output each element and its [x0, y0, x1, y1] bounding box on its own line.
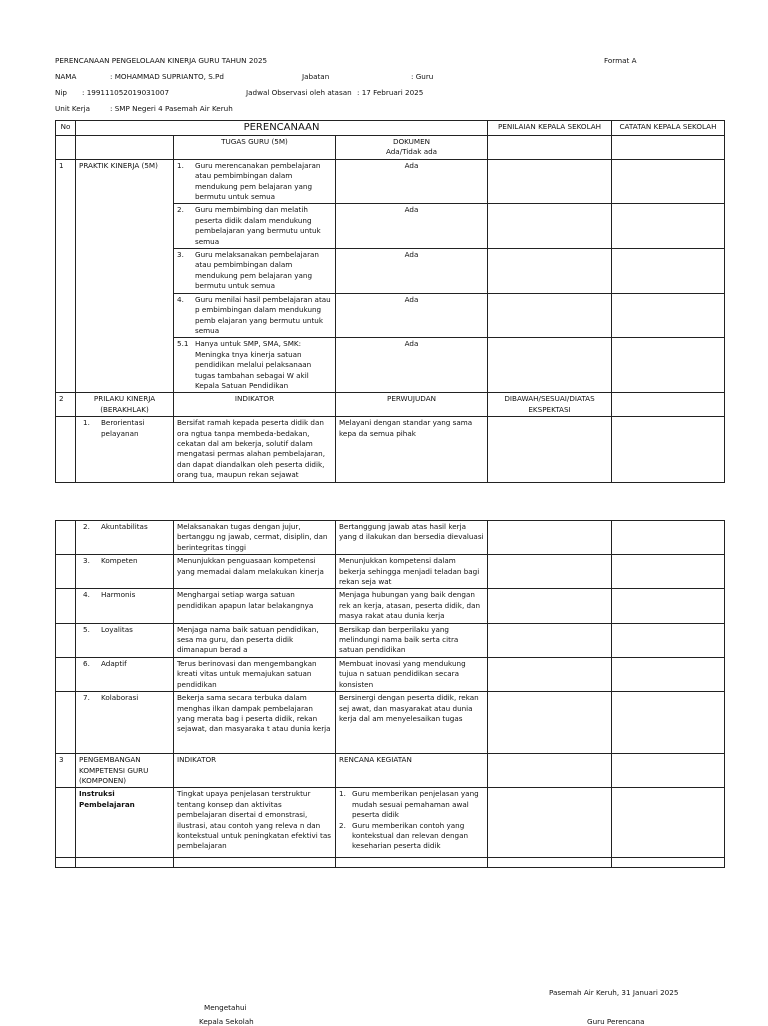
component-name: Instruksi Pembelajaran — [76, 788, 174, 858]
col-no-header: No — [56, 121, 76, 136]
dokumen-header: DOKUMEN Ada/Tidak ada — [336, 136, 488, 160]
jadwal-value: : 17 Februari 2025 — [357, 88, 424, 97]
section-number: 2 — [56, 393, 76, 417]
behavior-name: 3. Kompeten — [76, 555, 174, 589]
behavior-name: 4. Harmonis — [76, 589, 174, 623]
document-status: Ada — [336, 338, 488, 393]
task-item: 5.1 Hanya untuk SMP, SMA, SMK: Meningka tnya kinerja satuan pendidikan melalui pelaksanaan tugas tambahan sebagai W akil Kepala Satuan Pendidikan — [174, 338, 336, 393]
col-penilaian-header: PENILAIAN KEPALA SEKOLAH — [488, 121, 612, 136]
unit-value: : SMP Negeri 4 Pasemah Air Keruh — [110, 104, 233, 113]
behavior-name: 2. Akuntabilitas — [76, 521, 174, 555]
ekspektasi-header: DIBAWAH/SESUAI/DIATAS EKSPEKTASI — [488, 393, 612, 417]
behavior-indikator: Bekerja sama secara terbuka dalam menghas ilkan dampak pembelajaran yang merata bag i peserta didik, rekan sejawat, dan masyaraka t atau dunia kerja — [174, 692, 336, 754]
jadwal-label: Jadwal Observasi oleh atasan — [246, 88, 352, 97]
component-indikator: Tingkat upaya penjelasan terstruktur tentang konsep dan aktivitas pembelajaran disertai d emonstrasi, ilustrasi, atau contoh yang releva n dan kontekstual untuk peningkatan efektivi tas pembelajaran — [174, 788, 336, 858]
plan-item: 1. Guru memberikan penjelasan yang mudah sesuai pemahaman awal peserta didik — [339, 789, 479, 820]
col-perencanaan-header: PERENCANAAN — [76, 121, 488, 136]
indikator-header: INDIKATOR — [174, 754, 336, 788]
nip-label: Nip — [55, 88, 67, 97]
document-status: Ada — [336, 204, 488, 249]
nama-label: NAMA — [55, 72, 77, 81]
task-item: 3. Guru melaksanakan pembelajaran atau pembimbingan dalam mendukung pem belajaran yang bermutu untuk semua — [174, 249, 336, 294]
tugas-guru-header: TUGAS GURU (5M) — [174, 136, 336, 160]
behavior-indikator: Menghargai setiap warga satuan pendidikan apapun latar belakangnya — [174, 589, 336, 623]
behavior-perwujudan: Bertanggung jawab atas hasil kerja yang d ilakukan dan bersedia dievaluasi — [336, 521, 488, 555]
document-status: Ada — [336, 249, 488, 294]
section-title: PRAKTIK KINERJA (5M) — [76, 159, 174, 393]
nama-value: : MOHAMMAD SUPRIANTO, S.Pd — [110, 72, 224, 81]
behavior-perwujudan: Menjaga hubungan yang baik dengan rek an kerja, atasan, peserta didik, dan masya rakat atau dunia kerja — [336, 589, 488, 623]
guru-perencana-label: Guru Perencana — [587, 1017, 645, 1026]
behavior-perwujudan: Menunjukkan kompetensi dalam bekerja sehingga menjadi teladan bagi rekan seja wat — [336, 555, 488, 589]
behavior-indikator: Bersifat ramah kepada peserta didik dan ora ngtua tanpa membeda-bedakan, cekatan dal am bekerja, solutif dalam mengatasi permas alahan pembelajaran, dan dapat diandalkan oleh peserta didik, orang tua, maupun rekan sejawat — [174, 417, 336, 482]
perwujudan-header: PERWUJUDAN — [336, 393, 488, 417]
rencana-kegiatan — [336, 788, 488, 858]
mengetahui-label: Mengetahui — [204, 1003, 247, 1012]
jabatan-value: : Guru — [411, 72, 434, 81]
planning-table-page1 — [55, 120, 725, 483]
behavior-perwujudan: Bersikap dan berperilaku yang melindungi nama baik serta citra satuan pendidikan — [336, 623, 488, 657]
plan-item: 2. Guru memberikan contoh yang kontekstual dan relevan dengan keseharian peserta didik — [339, 820, 469, 851]
document-status: Ada — [336, 293, 488, 338]
document-status: Ada — [336, 159, 488, 204]
place-date: Pasemah Air Keruh, 31 Januari 2025 — [549, 988, 679, 997]
behavior-indikator: Melaksanakan tugas dengan jujur, bertanggu ng jawab, cermat, disiplin, dan berintegritas tinggi — [174, 521, 336, 555]
behavior-name: 1. Berorientasi pelayanan — [76, 417, 174, 482]
nip-value: : 199111052019031007 — [82, 88, 170, 97]
section-title: PENGEMBANGAN KOMPETENSI GURU (KOMPONEN) — [76, 754, 174, 788]
rencana-header: RENCANA KEGIATAN — [336, 754, 488, 788]
behavior-name: 6. Adaptif — [76, 657, 174, 691]
indikator-header: INDIKATOR — [174, 393, 336, 417]
behavior-name: 5. Loyalitas — [76, 623, 174, 657]
behavior-perwujudan: Melayani dengan standar yang sama kepa da semua pihak — [336, 417, 488, 482]
behavior-perwujudan: Bersinergi dengan peserta didik, rekan sej awat, dan masyarakat atau dunia kerja dal am menyelesaikan tugas — [336, 692, 488, 754]
behavior-indikator: Terus berinovasi dan mengembangkan kreati vitas untuk memajukan satuan pendidikan — [174, 657, 336, 691]
behavior-indikator: Menunjukkan penguasaan kompetensi yang memadai dalam melakukan kinerja — [174, 555, 336, 589]
document-title: PERENCANAAN PENGELOLAAN KINERJA GURU TAHUN 2025 — [55, 56, 268, 65]
jabatan-label: Jabatan — [302, 72, 330, 81]
section-number: 1 — [56, 159, 76, 393]
unit-label: Unit Kerja — [55, 104, 91, 113]
behavior-indikator: Menjaga nama baik satuan pendidikan, sesa ma guru, dan peserta didik dimanapun berad a — [174, 623, 336, 657]
col-catatan-header: CATATAN KEPALA SEKOLAH — [612, 121, 725, 136]
behavior-name: 7. Kolaborasi — [76, 692, 174, 754]
task-item: 1. Guru merencanakan pembelajaran atau pembimbingan dalam mendukung pem belajaran yang bermutu untuk semua — [174, 159, 336, 204]
format-label: Format A — [604, 56, 637, 65]
task-item: 4. Guru menilai hasil pembelajaran atau p embimbingan dalam mendukung pemb elajaran yang bermutu untuk semua — [174, 293, 336, 338]
kepala-sekolah-label: Kepala Sekolah — [199, 1017, 254, 1026]
planning-table-page2 — [55, 520, 725, 868]
section-number: 3 — [56, 754, 76, 788]
task-item: 2. Guru membimbing dan melatih peserta didik dalam mendukung pembelajaran yang bermutu untuk semua — [174, 204, 336, 249]
behavior-perwujudan: Membuat inovasi yang mendukung tujua n satuan pendidikan secara konsisten — [336, 657, 488, 691]
section-title: PRILAKU KINERJA (BERAKHLAK) — [76, 393, 174, 417]
